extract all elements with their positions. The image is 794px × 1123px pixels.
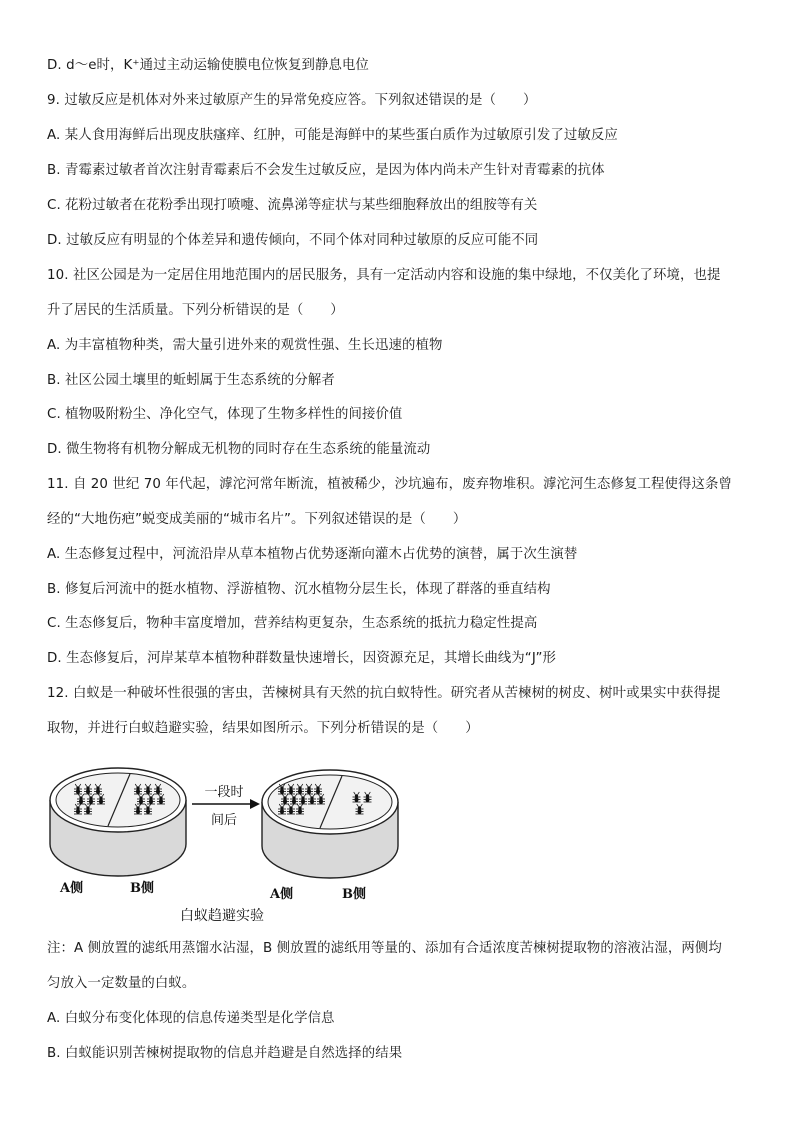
figure-note-line2: 匀放入一定数量的白蚁。 (47, 976, 196, 991)
option-11a: A. 生态修复过程中，河流沿岸从草本植物占优势逐渐向灌木占优势的演替，属于次生演替 (47, 547, 578, 562)
petri-dish-after (262, 770, 398, 878)
figure-note-line1: 注：A 侧放置的滤纸用蒸馏水沾湿，B 侧放置的滤纸用等量的、添加有合适浓度苦楝树提取物的溶液沾湿，两侧均 (47, 941, 722, 956)
label-b-side-after: B侧 (342, 887, 366, 902)
label-a-side-before: A侧 (60, 881, 84, 896)
time-arrow (192, 785, 260, 828)
petri-dish-before (50, 768, 186, 876)
termite-avoidance-figure (44, 752, 404, 927)
option-9c: C. 花粉过敏者在花粉季出现打喷嚏、流鼻涕等症状与某些细胞释放出的组胺等有关 (47, 198, 538, 213)
arrow-label-line1: 一段时 (204, 785, 244, 800)
option-8d: D. d～e时，K⁺通过主动运输使膜电位恢复到静息电位 (47, 58, 369, 73)
option-10a: A. 为丰富植物种类，需大量引进外来的观赏性强、生长迅速的植物 (47, 338, 443, 353)
option-12b: B. 白蚁能识别苦楝树提取物的信息并趋避是自然选择的结果 (47, 1046, 403, 1061)
figure-caption: 白蚁趋避实验 (180, 908, 264, 924)
option-10c: C. 植物吸附粉尘、净化空气，体现了生物多样性的间接价值 (47, 407, 403, 422)
question-12-stem-line2: 取物，并进行白蚁趋避实验，结果如图所示。下列分析错误的是（ ） (47, 721, 479, 736)
question-12-stem-line1: 12. 白蚁是一种破坏性很强的害虫，苦楝树具有天然的抗白蚁特性。研究者从苦楝树的树皮、树叶或果实中获得提 (47, 686, 721, 701)
option-9d: D. 过敏反应有明显的个体差异和遗传倾向，不同个体对同种过敏原的反应可能不同 (47, 233, 539, 248)
question-11-stem-line1: 11. 自 20 世纪 70 年代起，滹沱河常年断流，植被稀少，沙坑遍布，废弃物堆积。滹沱河生态修复工程使得这条曾 (47, 477, 732, 492)
option-11c: C. 生态修复后，物种丰富度增加，营养结构更复杂，生态系统的抵抗力稳定性提高 (47, 616, 538, 631)
option-11d: D. 生态修复后，河岸某草本植物种群数量快速增长，因资源充足，其增长曲线为“J”形 (47, 651, 557, 666)
option-10d: D. 微生物将有机物分解成无机物的同时存在生态系统的能量流动 (47, 442, 431, 457)
arrow-label-line2: 间后 (210, 813, 238, 828)
label-b-side-before: B侧 (130, 881, 154, 896)
question-11-stem-line2: 经的“大地伤疤”蜕变成美丽的“城市名片”。下列叙述错误的是（ ） (47, 512, 467, 527)
option-9b: B. 青霉素过敏者首次注射青霉素后不会发生过敏反应，是因为体内尚未产生针对青霉素的抗体 (47, 163, 605, 178)
option-9a: A. 某人食用海鲜后出现皮肤瘙痒、红肿，可能是海鲜中的某些蛋白质作为过敏原引发了过敏反应 (47, 128, 618, 143)
question-9-stem: 9. 过敏反应是机体对外来过敏原产生的异常免疫应答。下列叙述错误的是（ ） (47, 93, 537, 108)
option-11b: B. 修复后河流中的挺水植物、浮游植物、沉水植物分层生长，体现了群落的垂直结构 (47, 582, 551, 597)
option-12a: A. 白蚁分布变化体现的信息传递类型是化学信息 (47, 1011, 335, 1026)
question-10-stem-line2: 升了居民的生活质量。下列分析错误的是（ ） (47, 303, 344, 318)
question-10-stem-line1: 10. 社区公园是为一定居住用地范围内的居民服务，具有一定活动内容和设施的集中绿地，不仅美化了环境，也提 (47, 268, 721, 283)
option-10b: B. 社区公园土壤里的蚯蚓属于生态系统的分解者 (47, 373, 335, 388)
label-a-side-after: A侧 (270, 887, 294, 902)
